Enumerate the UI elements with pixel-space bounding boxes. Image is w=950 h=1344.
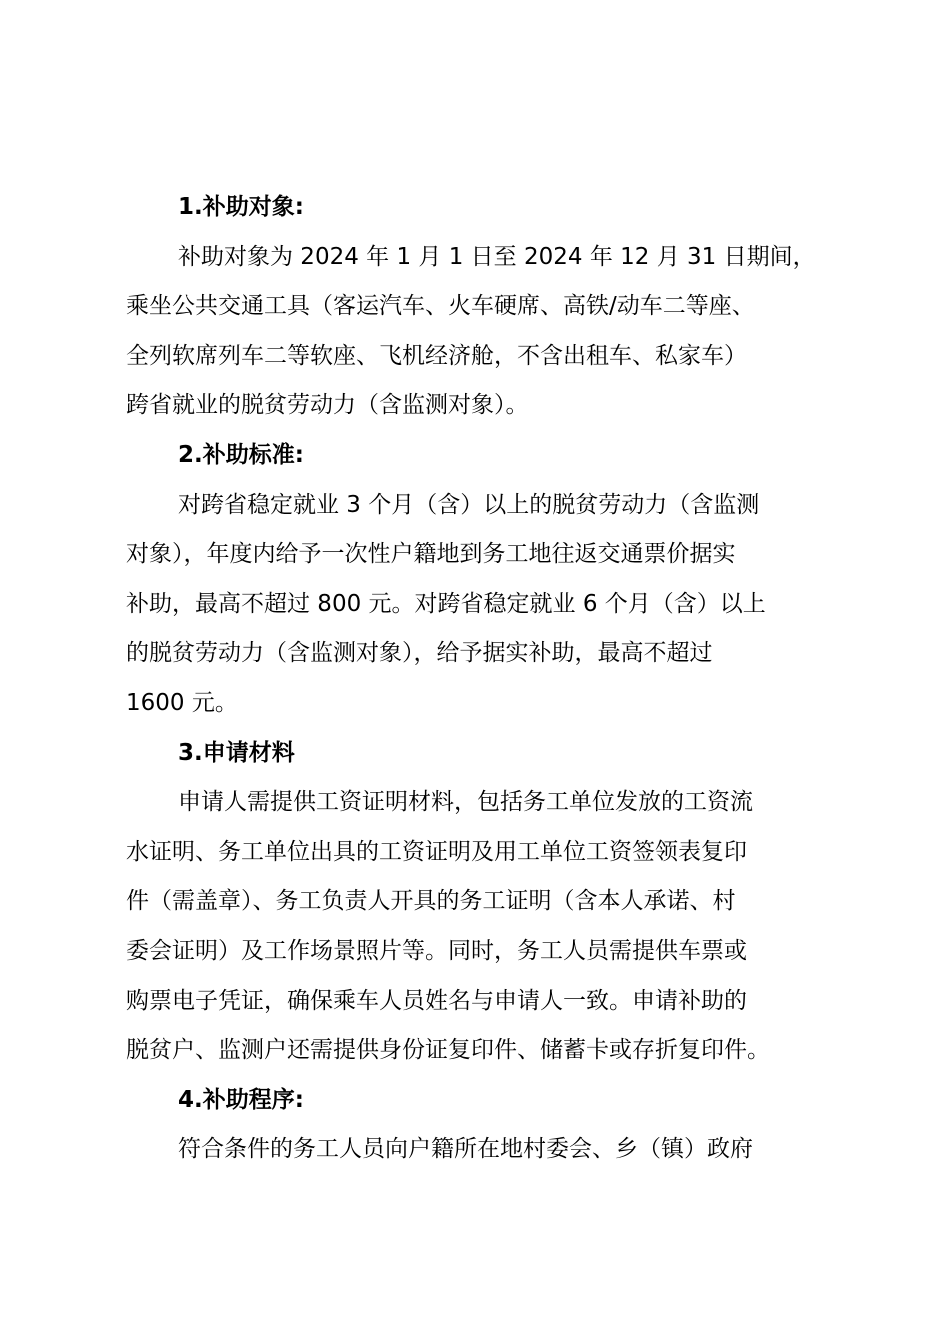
paragraph-line: 对象），年度内给予一次性户籍地到务工地往返交通票价据实	[126, 541, 736, 568]
section-heading: 1.补助对象:	[178, 194, 304, 220]
section-paragraph	[126, 778, 836, 1076]
section-subsidy-target	[126, 183, 836, 431]
section-heading: 2.补助标准:	[178, 441, 304, 468]
section-heading: 4.补助程序:	[178, 1086, 304, 1113]
paragraph-line: 脱贫户、监测户还需提供身份证复印件、储蓄卡或存折复印件。	[126, 1037, 770, 1064]
paragraph-line: 购票电子凭证，确保乘车人员姓名与申请人一致。申请补助的	[126, 987, 747, 1014]
paragraph-line: 申请人需提供工资证明材料，包括务工单位发放的工资流	[178, 789, 753, 816]
paragraph-line: 水证明、务工单位出具的工资证明及用工单位工资签领表复印	[126, 838, 747, 865]
section-paragraph	[126, 233, 836, 431]
paragraph-line: 的脱贫劳动力（含监测对象），给予据实补助，最高不超过	[126, 640, 713, 667]
paragraph-line: 对跨省稳定就业 3 个月（含）以上的脱贫劳动力（含监测	[178, 491, 760, 518]
paragraph-line: 符合条件的务工人员向户籍所在地村委会、乡（镇）政府	[178, 1136, 753, 1163]
paragraph-line: 件（需盖章）、务工负责人开具的务工证明（含本人承诺、村	[126, 888, 736, 915]
section-application-materials	[126, 729, 836, 1076]
paragraph-line: 1600 元。	[126, 689, 238, 716]
section-heading: 3.申请材料	[178, 739, 295, 766]
paragraph-line: 补助，最高不超过 800 元。对跨省稳定就业 6 个月（含）以上	[126, 590, 766, 617]
paragraph-line: 补助对象为 2024 年 1 月 1 日至 2024 年 12 月 31 日期间，	[178, 243, 816, 270]
paragraph-line: 乘坐公共交通工具（客运汽车、火车硬席、高铁/动车二等座、	[126, 293, 755, 320]
section-paragraph	[126, 1125, 836, 1175]
section-subsidy-procedure	[126, 1076, 836, 1175]
document-body	[126, 183, 836, 1175]
paragraph-line: 全列软席列车二等软座、飞机经济舱，不含出租车、私家车）	[126, 342, 747, 369]
section-paragraph	[126, 481, 836, 729]
paragraph-line: 委会证明）及工作场景照片等。同时，务工人员需提供车票或	[126, 937, 747, 964]
paragraph-line: 跨省就业的脱贫劳动力（含监测对象）。	[126, 392, 529, 419]
section-subsidy-standard	[126, 431, 836, 729]
